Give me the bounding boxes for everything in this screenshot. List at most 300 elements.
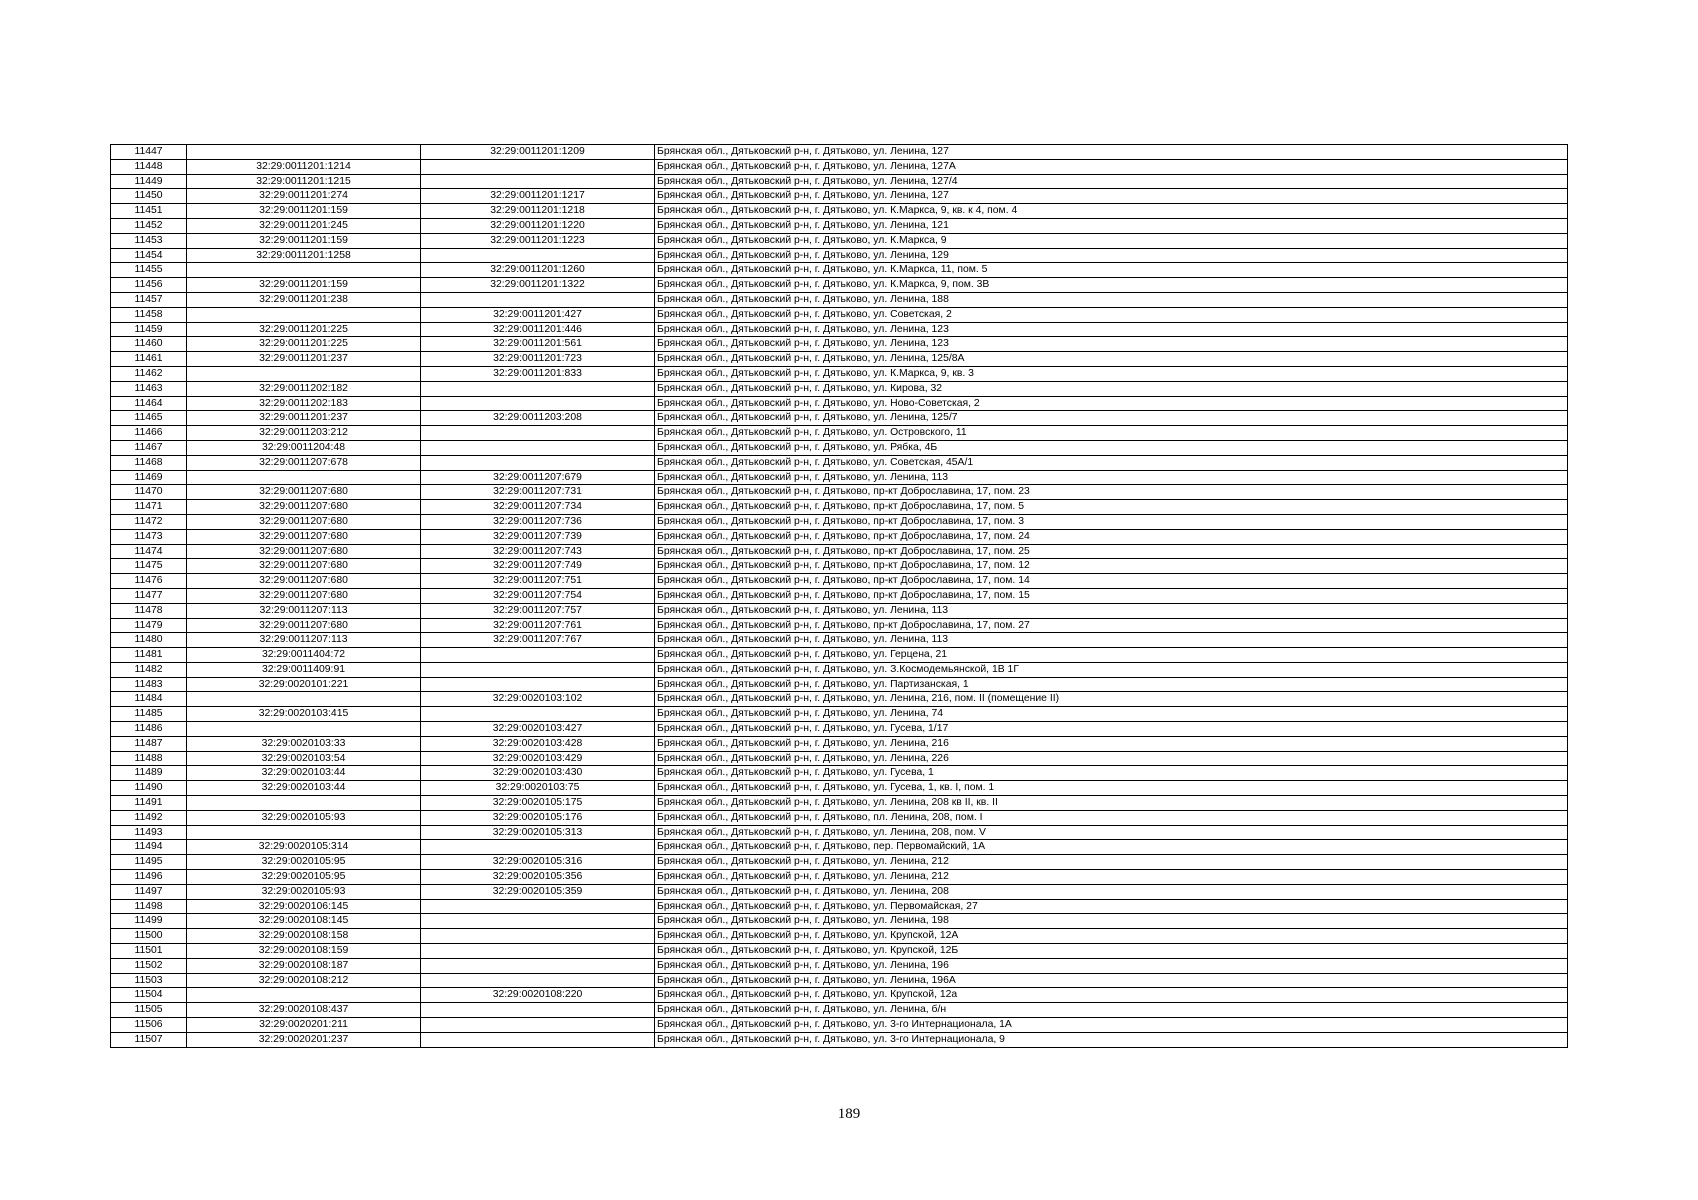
- parent-cadastral-number-cell: [187, 307, 421, 322]
- parent-cadastral-number-cell: 32:29:0011207:680: [187, 544, 421, 559]
- cadastral-number-cell: 32:29:0020103:429: [421, 751, 655, 766]
- parent-cadastral-number-cell: 32:29:0020108:437: [187, 1003, 421, 1018]
- table-row: [111, 973, 1568, 988]
- parent-cadastral-number-cell: 32:29:0011201:225: [187, 337, 421, 352]
- row-number-cell: 11454: [111, 248, 187, 263]
- table-row: [111, 588, 1568, 603]
- table-row: [111, 500, 1568, 515]
- parent-cadastral-number-cell: 32:29:0020105:95: [187, 870, 421, 885]
- row-number-cell: 11472: [111, 514, 187, 529]
- row-number-cell: 11459: [111, 322, 187, 337]
- table-row: [111, 263, 1568, 278]
- row-number-cell: 11490: [111, 781, 187, 796]
- cadastral-number-cell: 32:29:0020103:427: [421, 722, 655, 737]
- row-number-cell: 11499: [111, 914, 187, 929]
- parent-cadastral-number-cell: 32:29:0011201:237: [187, 352, 421, 367]
- cadastral-number-cell: 32:29:0020105:356: [421, 870, 655, 885]
- parent-cadastral-number-cell: 32:29:0011201:238: [187, 292, 421, 307]
- cadastral-number-cell: [421, 426, 655, 441]
- address-cell: Брянская обл., Дятьковский р-н, г. Дятьково, ул. Ленина, 123: [655, 322, 1568, 337]
- address-cell: Брянская обл., Дятьковский р-н, г. Дятьково, ул. Ленина, 127: [655, 189, 1568, 204]
- cadastral-number-cell: [421, 899, 655, 914]
- cadastral-number-cell: [421, 1032, 655, 1047]
- table-row: [111, 692, 1568, 707]
- row-number-cell: 11457: [111, 292, 187, 307]
- cadastral-number-cell: 32:29:0011201:1322: [421, 278, 655, 293]
- parent-cadastral-number-cell: 32:29:0011207:680: [187, 574, 421, 589]
- address-cell: Брянская обл., Дятьковский р-н, г. Дятьково, ул. Островского, 11: [655, 426, 1568, 441]
- address-cell: Брянская обл., Дятьковский р-н, г. Дятьково, ул. Гусева, 1/17: [655, 722, 1568, 737]
- parent-cadastral-number-cell: 32:29:0011201:225: [187, 322, 421, 337]
- cadastral-number-cell: 32:29:0011203:208: [421, 411, 655, 426]
- cadastral-number-cell: [421, 944, 655, 959]
- row-number-cell: 11477: [111, 588, 187, 603]
- address-cell: Брянская обл., Дятьковский р-н, г. Дятьково, ул. Ленина, 127: [655, 145, 1568, 160]
- parent-cadastral-number-cell: [187, 470, 421, 485]
- address-cell: Брянская обл., Дятьковский р-н, г. Дятьково, ул. Ленина, 74: [655, 707, 1568, 722]
- address-cell: Брянская обл., Дятьковский р-н, г. Дятьково, ул. Ново-Советская, 2: [655, 396, 1568, 411]
- row-number-cell: 11491: [111, 796, 187, 811]
- parent-cadastral-number-cell: 32:29:0020103:44: [187, 781, 421, 796]
- row-number-cell: 11460: [111, 337, 187, 352]
- table-body: [111, 145, 1568, 1048]
- table-row: [111, 884, 1568, 899]
- cadastral-number-cell: 32:29:0011207:757: [421, 603, 655, 618]
- row-number-cell: 11461: [111, 352, 187, 367]
- address-cell: Брянская обл., Дятьковский р-н, г. Дятьково, ул. Рябка, 4Б: [655, 440, 1568, 455]
- row-number-cell: 11488: [111, 751, 187, 766]
- table-row: [111, 677, 1568, 692]
- table-row: [111, 855, 1568, 870]
- row-number-cell: 11462: [111, 366, 187, 381]
- address-cell: Брянская обл., Дятьковский р-н, г. Дятьково, ул. Крупской, 12Б: [655, 944, 1568, 959]
- row-number-cell: 11471: [111, 500, 187, 515]
- table-row: [111, 307, 1568, 322]
- address-cell: Брянская обл., Дятьковский р-н, г. Дятьково, ул. Советская, 2: [655, 307, 1568, 322]
- table-row: [111, 174, 1568, 189]
- cadastral-number-cell: 32:29:0011201:561: [421, 337, 655, 352]
- cadastral-number-cell: 32:29:0020105:316: [421, 855, 655, 870]
- row-number-cell: 11497: [111, 884, 187, 899]
- cadastral-number-cell: [421, 648, 655, 663]
- row-number-cell: 11498: [111, 899, 187, 914]
- parent-cadastral-number-cell: 32:29:0020108:187: [187, 958, 421, 973]
- address-cell: Брянская обл., Дятьковский р-н, г. Дятьково, ул. К.Маркса, 11, пом. 5: [655, 263, 1568, 278]
- cadastral-number-cell: 32:29:0011207:739: [421, 529, 655, 544]
- address-cell: Брянская обл., Дятьковский р-н, г. Дятьково, ул. Ленина, 113: [655, 470, 1568, 485]
- parent-cadastral-number-cell: [187, 988, 421, 1003]
- address-cell: Брянская обл., Дятьковский р-н, г. Дятьково, ул. К.Маркса, 9, кв. 3: [655, 366, 1568, 381]
- cadastral-table: [110, 144, 1568, 1048]
- table-row: [111, 470, 1568, 485]
- table-row: [111, 751, 1568, 766]
- row-number-cell: 11487: [111, 736, 187, 751]
- row-number-cell: 11467: [111, 440, 187, 455]
- table-row: [111, 958, 1568, 973]
- table-row: [111, 722, 1568, 737]
- address-cell: Брянская обл., Дятьковский р-н, г. Дятьково, пр-кт Доброславина, 17, пом. 15: [655, 588, 1568, 603]
- cadastral-number-cell: [421, 396, 655, 411]
- table-row: [111, 766, 1568, 781]
- address-cell: Брянская обл., Дятьковский р-н, г. Дятьково, ул. Ленина, 121: [655, 218, 1568, 233]
- address-cell: Брянская обл., Дятьковский р-н, г. Дятьково, ул. Ленина, 198: [655, 914, 1568, 929]
- cadastral-number-cell: [421, 248, 655, 263]
- parent-cadastral-number-cell: [187, 825, 421, 840]
- table-row: [111, 633, 1568, 648]
- address-cell: Брянская обл., Дятьковский р-н, г. Дятьково, ул. 3-го Интернационала, 1А: [655, 1018, 1568, 1033]
- address-cell: Брянская обл., Дятьковский р-н, г. Дятьково, пр-кт Доброславина, 17, пом. 24: [655, 529, 1568, 544]
- cadastral-number-cell: [421, 381, 655, 396]
- table-row: [111, 736, 1568, 751]
- row-number-cell: 11480: [111, 633, 187, 648]
- table-row: [111, 411, 1568, 426]
- row-number-cell: 11469: [111, 470, 187, 485]
- cadastral-number-cell: 32:29:0011201:1260: [421, 263, 655, 278]
- table-row: [111, 189, 1568, 204]
- address-cell: Брянская обл., Дятьковский р-н, г. Дятьково, пр-кт Доброславина, 17, пом. 27: [655, 618, 1568, 633]
- table-row: [111, 455, 1568, 470]
- address-cell: Брянская обл., Дятьковский р-н, г. Дятьково, ул. Крупской, 12а: [655, 988, 1568, 1003]
- cadastral-number-cell: [421, 292, 655, 307]
- cadastral-number-cell: 32:29:0020108:220: [421, 988, 655, 1003]
- table-row: [111, 1003, 1568, 1018]
- parent-cadastral-number-cell: 32:29:0011201:274: [187, 189, 421, 204]
- row-number-cell: 11466: [111, 426, 187, 441]
- cadastral-number-cell: 32:29:0020103:75: [421, 781, 655, 796]
- address-cell: Брянская обл., Дятьковский р-н, г. Дятьково, ул. Ленина, 208 кв II, кв. II: [655, 796, 1568, 811]
- cadastral-number-cell: [421, 958, 655, 973]
- row-number-cell: 11505: [111, 1003, 187, 1018]
- table-row: [111, 648, 1568, 663]
- row-number-cell: 11476: [111, 574, 187, 589]
- address-cell: Брянская обл., Дятьковский р-н, г. Дятьково, ул. Ленина, 125/7: [655, 411, 1568, 426]
- row-number-cell: 11479: [111, 618, 187, 633]
- table-row: [111, 914, 1568, 929]
- row-number-cell: 11447: [111, 145, 187, 160]
- address-cell: Брянская обл., Дятьковский р-н, г. Дятьково, ул. Герцена, 21: [655, 648, 1568, 663]
- table-row: [111, 366, 1568, 381]
- cadastral-number-cell: 32:29:0011207:761: [421, 618, 655, 633]
- parent-cadastral-number-cell: [187, 145, 421, 160]
- address-cell: Брянская обл., Дятьковский р-н, г. Дятьково, ул. Ленина, 188: [655, 292, 1568, 307]
- cadastral-number-cell: 32:29:0011201:427: [421, 307, 655, 322]
- row-number-cell: 11450: [111, 189, 187, 204]
- address-cell: Брянская обл., Дятьковский р-н, г. Дятьково, ул. Первомайская, 27: [655, 899, 1568, 914]
- parent-cadastral-number-cell: 32:29:0011207:113: [187, 603, 421, 618]
- parent-cadastral-number-cell: 32:29:0011203:212: [187, 426, 421, 441]
- row-number-cell: 11470: [111, 485, 187, 500]
- parent-cadastral-number-cell: [187, 722, 421, 737]
- cadastral-number-cell: [421, 1003, 655, 1018]
- parent-cadastral-number-cell: 32:29:0011201:1258: [187, 248, 421, 263]
- address-cell: Брянская обл., Дятьковский р-н, г. Дятьково, ул. Гусева, 1: [655, 766, 1568, 781]
- parent-cadastral-number-cell: 32:29:0020201:237: [187, 1032, 421, 1047]
- address-cell: Брянская обл., Дятьковский р-н, г. Дятьково, ул. Ленина, 216: [655, 736, 1568, 751]
- table-row: [111, 840, 1568, 855]
- parent-cadastral-number-cell: 32:29:0020103:54: [187, 751, 421, 766]
- row-number-cell: 11507: [111, 1032, 187, 1047]
- table-row: [111, 233, 1568, 248]
- row-number-cell: 11483: [111, 677, 187, 692]
- cadastral-number-cell: 32:29:0020103:430: [421, 766, 655, 781]
- cadastral-number-cell: 32:29:0020105:176: [421, 810, 655, 825]
- cadastral-number-cell: 32:29:0020105:175: [421, 796, 655, 811]
- address-cell: Брянская обл., Дятьковский р-н, г. Дятьково, ул. Советская, 45А/1: [655, 455, 1568, 470]
- parent-cadastral-number-cell: 32:29:0011201:245: [187, 218, 421, 233]
- table-row: [111, 514, 1568, 529]
- cadastral-number-cell: 32:29:0011201:1223: [421, 233, 655, 248]
- parent-cadastral-number-cell: 32:29:0020106:145: [187, 899, 421, 914]
- address-cell: Брянская обл., Дятьковский р-н, г. Дятьково, ул. Ленина, 196: [655, 958, 1568, 973]
- parent-cadastral-number-cell: 32:29:0011404:72: [187, 648, 421, 663]
- address-cell: Брянская обл., Дятьковский р-н, г. Дятьково, ул. Ленина, 127/4: [655, 174, 1568, 189]
- cadastral-number-cell: [421, 707, 655, 722]
- parent-cadastral-number-cell: 32:29:0020105:93: [187, 810, 421, 825]
- row-number-cell: 11486: [111, 722, 187, 737]
- cadastral-number-cell: 32:29:0011207:734: [421, 500, 655, 515]
- parent-cadastral-number-cell: 32:29:0011201:1214: [187, 159, 421, 174]
- address-cell: Брянская обл., Дятьковский р-н, г. Дятьково, ул. Ленина, 113: [655, 603, 1568, 618]
- parent-cadastral-number-cell: 32:29:0011207:680: [187, 559, 421, 574]
- cadastral-number-cell: 32:29:0020103:102: [421, 692, 655, 707]
- page-number: 189: [837, 1106, 861, 1122]
- cadastral-number-cell: 32:29:0011207:736: [421, 514, 655, 529]
- row-number-cell: 11475: [111, 559, 187, 574]
- parent-cadastral-number-cell: 32:29:0011207:680: [187, 500, 421, 515]
- table-row: [111, 707, 1568, 722]
- address-cell: Брянская обл., Дятьковский р-н, г. Дятьково, пр-кт Доброславина, 17, пом. 5: [655, 500, 1568, 515]
- cadastral-number-cell: 32:29:0011201:1220: [421, 218, 655, 233]
- address-cell: Брянская обл., Дятьковский р-н, г. Дятьково, ул. Ленина, 113: [655, 633, 1568, 648]
- parent-cadastral-number-cell: 32:29:0020108:158: [187, 929, 421, 944]
- parent-cadastral-number-cell: [187, 796, 421, 811]
- address-cell: Брянская обл., Дятьковский р-н, г. Дятьково, ул. Ленина, 196А: [655, 973, 1568, 988]
- address-cell: Брянская обл., Дятьковский р-н, г. Дятьково, пр-кт Доброславина, 17, пом. 12: [655, 559, 1568, 574]
- address-cell: Брянская обл., Дятьковский р-н, г. Дятьково, ул. Гусева, 1, кв. I, пом. 1: [655, 781, 1568, 796]
- row-number-cell: 11449: [111, 174, 187, 189]
- cadastral-number-cell: [421, 174, 655, 189]
- row-number-cell: 11481: [111, 648, 187, 663]
- table-row: [111, 618, 1568, 633]
- table-row: [111, 396, 1568, 411]
- row-number-cell: 11453: [111, 233, 187, 248]
- cadastral-number-cell: [421, 662, 655, 677]
- row-number-cell: 11500: [111, 929, 187, 944]
- row-number-cell: 11463: [111, 381, 187, 396]
- cadastral-number-cell: 32:29:0011207:751: [421, 574, 655, 589]
- table-row: [111, 603, 1568, 618]
- row-number-cell: 11485: [111, 707, 187, 722]
- address-cell: Брянская обл., Дятьковский р-н, г. Дятьково, ул. Ленина, 123: [655, 337, 1568, 352]
- table-row: [111, 870, 1568, 885]
- cadastral-number-cell: 32:29:0011201:1218: [421, 204, 655, 219]
- parent-cadastral-number-cell: 32:29:0011201:1215: [187, 174, 421, 189]
- table-row: [111, 485, 1568, 500]
- table-row: [111, 381, 1568, 396]
- table-row: [111, 929, 1568, 944]
- parent-cadastral-number-cell: 32:29:0011207:680: [187, 514, 421, 529]
- table-row: [111, 781, 1568, 796]
- row-number-cell: 11494: [111, 840, 187, 855]
- table-row: [111, 337, 1568, 352]
- table-row: [111, 440, 1568, 455]
- address-cell: Брянская обл., Дятьковский р-н, г. Дятьково, ул. 3-го Интернационала, 9: [655, 1032, 1568, 1047]
- row-number-cell: 11465: [111, 411, 187, 426]
- address-cell: Брянская обл., Дятьковский р-н, г. Дятьково, ул. К.Маркса, 9, кв. к 4, пом. 4: [655, 204, 1568, 219]
- parent-cadastral-number-cell: 32:29:0011409:91: [187, 662, 421, 677]
- address-cell: Брянская обл., Дятьковский р-н, г. Дятьково, пр-кт Доброславина, 17, пом. 23: [655, 485, 1568, 500]
- table-row: [111, 796, 1568, 811]
- row-number-cell: 11495: [111, 855, 187, 870]
- row-number-cell: 11503: [111, 973, 187, 988]
- parent-cadastral-number-cell: 32:29:0011207:678: [187, 455, 421, 470]
- table-row: [111, 529, 1568, 544]
- cadastral-number-cell: [421, 159, 655, 174]
- table-row: [111, 248, 1568, 263]
- address-cell: Брянская обл., Дятьковский р-н, г. Дятьково, ул. Кирова, 32: [655, 381, 1568, 396]
- row-number-cell: 11501: [111, 944, 187, 959]
- address-cell: Брянская обл., Дятьковский р-н, г. Дятьково, ул. Партизанская, 1: [655, 677, 1568, 692]
- cadastral-number-cell: 32:29:0011207:731: [421, 485, 655, 500]
- cadastral-number-cell: [421, 914, 655, 929]
- parent-cadastral-number-cell: 32:29:0020101:221: [187, 677, 421, 692]
- address-cell: Брянская обл., Дятьковский р-н, г. Дятьково, пр-кт Доброславина, 17, пом. 25: [655, 544, 1568, 559]
- parent-cadastral-number-cell: 32:29:0011204:48: [187, 440, 421, 455]
- row-number-cell: 11458: [111, 307, 187, 322]
- table-row: [111, 145, 1568, 160]
- address-cell: Брянская обл., Дятьковский р-н, г. Дятьково, ул. Крупской, 12А: [655, 929, 1568, 944]
- parent-cadastral-number-cell: 32:29:0011201:159: [187, 278, 421, 293]
- cadastral-number-cell: [421, 929, 655, 944]
- parent-cadastral-number-cell: 32:29:0020108:145: [187, 914, 421, 929]
- row-number-cell: 11492: [111, 810, 187, 825]
- cadastral-number-cell: 32:29:0011201:723: [421, 352, 655, 367]
- table-row: [111, 988, 1568, 1003]
- row-number-cell: 11496: [111, 870, 187, 885]
- table-row: [111, 352, 1568, 367]
- row-number-cell: 11455: [111, 263, 187, 278]
- table-row: [111, 1032, 1568, 1047]
- parent-cadastral-number-cell: 32:29:0011201:237: [187, 411, 421, 426]
- parent-cadastral-number-cell: 32:29:0020105:93: [187, 884, 421, 899]
- parent-cadastral-number-cell: [187, 692, 421, 707]
- table-row: [111, 559, 1568, 574]
- address-cell: Брянская обл., Дятьковский р-н, г. Дятьково, ул. Ленина, 125/8А: [655, 352, 1568, 367]
- row-number-cell: 11451: [111, 204, 187, 219]
- cadastral-number-cell: 32:29:0020105:359: [421, 884, 655, 899]
- cadastral-number-cell: 32:29:0011207:743: [421, 544, 655, 559]
- table-row: [111, 544, 1568, 559]
- row-number-cell: 11452: [111, 218, 187, 233]
- row-number-cell: 11489: [111, 766, 187, 781]
- address-cell: Брянская обл., Дятьковский р-н, г. Дятьково, ул. К.Маркса, 9, пом. 3В: [655, 278, 1568, 293]
- cadastral-number-cell: [421, 973, 655, 988]
- parent-cadastral-number-cell: 32:29:0020108:159: [187, 944, 421, 959]
- address-cell: Брянская обл., Дятьковский р-н, г. Дятьково, ул. Ленина, 208: [655, 884, 1568, 899]
- address-cell: Брянская обл., Дятьковский р-н, г. Дятьково, пл. Ленина, 208, пом. I: [655, 810, 1568, 825]
- table-row: [111, 899, 1568, 914]
- row-number-cell: 11482: [111, 662, 187, 677]
- row-number-cell: 11474: [111, 544, 187, 559]
- cadastral-number-cell: 32:29:0020103:428: [421, 736, 655, 751]
- table-row: [111, 1018, 1568, 1033]
- table-row: [111, 322, 1568, 337]
- address-cell: Брянская обл., Дятьковский р-н, г. Дятьково, пер. Первомайский, 1А: [655, 840, 1568, 855]
- address-cell: Брянская обл., Дятьковский р-н, г. Дятьково, ул. Ленина, 129: [655, 248, 1568, 263]
- table-row: [111, 426, 1568, 441]
- cadastral-number-cell: 32:29:0011207:754: [421, 588, 655, 603]
- cadastral-number-cell: 32:29:0011207:767: [421, 633, 655, 648]
- cadastral-number-cell: [421, 677, 655, 692]
- row-number-cell: 11456: [111, 278, 187, 293]
- table-row: [111, 825, 1568, 840]
- parent-cadastral-number-cell: 32:29:0020103:44: [187, 766, 421, 781]
- row-number-cell: 11484: [111, 692, 187, 707]
- address-cell: Брянская обл., Дятьковский р-н, г. Дятьково, пр-кт Доброславина, 17, пом. 14: [655, 574, 1568, 589]
- cadastral-number-cell: 32:29:0011201:1209: [421, 145, 655, 160]
- address-cell: Брянская обл., Дятьковский р-н, г. Дятьково, ул. Ленина, 127А: [655, 159, 1568, 174]
- row-number-cell: 11478: [111, 603, 187, 618]
- table-row: [111, 159, 1568, 174]
- parent-cadastral-number-cell: 32:29:0020103:33: [187, 736, 421, 751]
- parent-cadastral-number-cell: 32:29:0020105:314: [187, 840, 421, 855]
- cadastral-number-cell: 32:29:0011201:446: [421, 322, 655, 337]
- parent-cadastral-number-cell: 32:29:0020103:415: [187, 707, 421, 722]
- address-cell: Брянская обл., Дятьковский р-н, г. Дятьково, ул. К.Маркса, 9: [655, 233, 1568, 248]
- cadastral-number-cell: 32:29:0020105:313: [421, 825, 655, 840]
- table-row: [111, 278, 1568, 293]
- parent-cadastral-number-cell: 32:29:0011207:680: [187, 529, 421, 544]
- table-row: [111, 204, 1568, 219]
- address-cell: Брянская обл., Дятьковский р-н, г. Дятьково, ул. Ленина, б/н: [655, 1003, 1568, 1018]
- row-number-cell: 11448: [111, 159, 187, 174]
- row-number-cell: 11506: [111, 1018, 187, 1033]
- parent-cadastral-number-cell: 32:29:0020105:95: [187, 855, 421, 870]
- parent-cadastral-number-cell: 32:29:0011207:680: [187, 588, 421, 603]
- cadastral-number-cell: 32:29:0011201:833: [421, 366, 655, 381]
- table-row: [111, 292, 1568, 307]
- table-row: [111, 810, 1568, 825]
- parent-cadastral-number-cell: 32:29:0011207:680: [187, 485, 421, 500]
- address-cell: Брянская обл., Дятьковский р-н, г. Дятьково, пр-кт Доброславина, 17, пом. 3: [655, 514, 1568, 529]
- parent-cadastral-number-cell: 32:29:0011202:182: [187, 381, 421, 396]
- parent-cadastral-number-cell: 32:29:0011201:159: [187, 204, 421, 219]
- parent-cadastral-number-cell: 32:29:0011207:113: [187, 633, 421, 648]
- row-number-cell: 11504: [111, 988, 187, 1003]
- parent-cadastral-number-cell: 32:29:0011207:680: [187, 618, 421, 633]
- table-row: [111, 662, 1568, 677]
- address-cell: Брянская обл., Дятьковский р-н, г. Дятьково, ул. Ленина, 226: [655, 751, 1568, 766]
- address-cell: Брянская обл., Дятьковский р-н, г. Дятьково, ул. Ленина, 212: [655, 855, 1568, 870]
- cadastral-number-cell: 32:29:0011201:1217: [421, 189, 655, 204]
- parent-cadastral-number-cell: 32:29:0020108:212: [187, 973, 421, 988]
- parent-cadastral-number-cell: 32:29:0020201:211: [187, 1018, 421, 1033]
- row-number-cell: 11468: [111, 455, 187, 470]
- cadastral-number-cell: [421, 840, 655, 855]
- address-cell: Брянская обл., Дятьковский р-н, г. Дятьково, ул. Ленина, 212: [655, 870, 1568, 885]
- parent-cadastral-number-cell: [187, 366, 421, 381]
- address-cell: Брянская обл., Дятьковский р-н, г. Дятьково, ул. Ленина, 216, пом. II (помещение II): [655, 692, 1568, 707]
- parent-cadastral-number-cell: [187, 263, 421, 278]
- row-number-cell: 11464: [111, 396, 187, 411]
- parent-cadastral-number-cell: 32:29:0011202:183: [187, 396, 421, 411]
- address-cell: Брянская обл., Дятьковский р-н, г. Дятьково, ул. Ленина, 208, пом. V: [655, 825, 1568, 840]
- table-row: [111, 218, 1568, 233]
- address-cell: Брянская обл., Дятьковский р-н, г. Дятьково, ул. З.Космодемьянской, 1В 1Г: [655, 662, 1568, 677]
- row-number-cell: 11493: [111, 825, 187, 840]
- cadastral-number-cell: 32:29:0011207:749: [421, 559, 655, 574]
- cadastral-number-cell: 32:29:0011207:679: [421, 470, 655, 485]
